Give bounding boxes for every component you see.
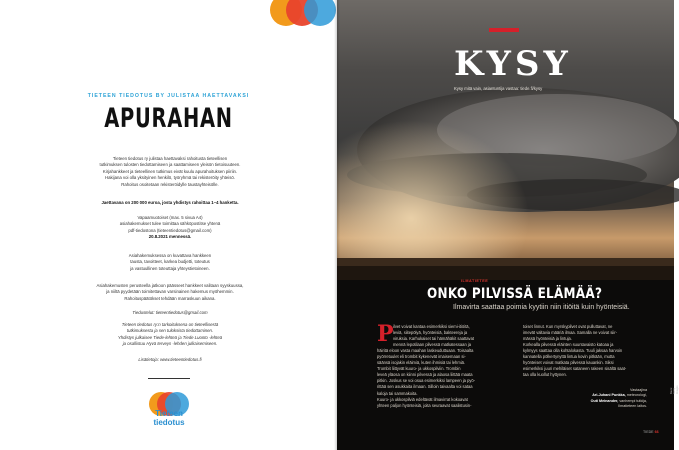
article-column-2: toiset linnut. Kun myrskypilvet ovat pulluttavat, ne imevät valtavia määriä ilmaa. Samalla ne voivat siir- mässä hyönteisiä ja lintuja. Korkealla pilvessä eläinten suuntavaisto katoaa ja kylmyys saattaa olla kohtalokasta. Tuuli jaksaa harvoin kannatella pölkertynyttä lintua kovin pitkään, mutta hyönteiset voivat matkata pilvessä kauankin. Siksi esimerkiksi juuri mehiläiset sataneen rakeen sisältä saat- taa olla kuollut hyttynen.: [523, 324, 627, 378]
article-column-1: ilvet voivat kantaa esimerkiksi siemi-itiöitä, leviä, siitepölyä, hyönteisiä, bakteereja ja viruksia. Karhukaiset tai hämähäkit saattavat mennä lepotilaan pilvessä matkatessaan ja häiritä eloon vasta maahan laskeuduttuaan. Toisaalta pyörretuulet eli trombit kykenevät imaisemaan si- säänsä isojakin eläimiä, kuten ihmisiä tai lehmiä. Trombit liittyvät kuuro- ja ukkospilviin. Trombin leveä yläosa on kiinni pilvessä ja alaosa liittää maata pitkin. Joskus se voi osua esimerkiksi lampeen ja pyö- rittää sen asukkaita ilmaan. Silloin taivaalta voi sataa kaloja tai sammakoita. Kuuro- ja ukkospilviä edeltävät ilmavirrat kokoavat yhteen paljon hyönteisiä, joita seuraavat saalistusin-: [377, 324, 476, 408]
article-headline: ONKO PILVISSÄ ELÄMÄÄ?: [427, 286, 603, 302]
answerers-signature: Vastaajina Ari-Juhani Punkka, meteorologi, Outi Meinander, vanhempi tutkija, Ilmatieteen laitos.: [590, 388, 647, 408]
page-folio: TIEDE 66: [643, 430, 659, 434]
logo-wordmark: Tieteen tiedotus: [153, 409, 185, 427]
kicker: TIETEEN TIEDOTUS BY JULISTAA HAETTAVAKSI: [87, 93, 250, 99]
storm-cloud-photo: [337, 0, 674, 280]
right-page: [337, 0, 679, 450]
article-standfirst: Ilmavirta saattaa poimia kyytiin niin itiöitä kuin hyönteisiä.: [453, 304, 630, 311]
section-title: KYSY: [454, 44, 572, 84]
section-accent-bar: [489, 28, 519, 32]
more-info-text: Lisätietoja: www.tieteentiedotus.fi: [138, 357, 202, 362]
requirements-paragraph: Asiahakemuksessa on kuvattava hankkeen tausta, tavoitteet, karkea budjetti, toteutus ja vastuullinen toteuttaja yhteystietoineen.: [128, 253, 212, 271]
inquiries-text: Tiedustelut: tieteentiedotus@gmail.com: [132, 310, 208, 315]
page-title: APURAHAN: [104, 103, 233, 134]
about-paragraph: Tieteen tiedotus ry:n tarkoituksena on tieteellisestä tutkimuksesta ja sen tuloksista tiedottaminen. Yhdistys julkaisee Tiede-lehteä ja Tiede Luonto -lehteä ja osallistuu Hyvä terveys -lehden julkaisemiseen.: [117, 322, 223, 347]
application-instructions: Vapaamuotoiset (max. 5 sivua A4) asiahakemukset tulee toimittaa sähköpostitse yhtenä pdf-tiedostona (tieteentiedotus@gmail.com) 20.8.2021 mennessä.: [119, 215, 221, 240]
divider: [148, 378, 190, 379]
intro-paragraph: Tieteen tiedotus ry julistaa haettavaksi rahoitusta tieteellisen tutkimuksen tulosten tiedottamiseen ja saattamiseen yleisön tietoisuuteen. Kirjahankkeet ja tieteellinen tutkimus eivät kuulu apurahoituksen piiriin. Hakijana voi olla yksityinen henkilö, työryhmä tai rekisteröity yhteisö. Rahoitus osoitetaan rekisteröidylle taustayhteisölle.: [99, 156, 241, 187]
decision-paragraph: Asiahakemusten perusteella jatkoon päässeet hankkeet valitaan syyskuussa, ja niiltä pyydetään toimitettavan varsinainen hakemus myöhemmin. Rahoituspäätökset tehdään marraskuun aikana.: [96, 283, 244, 301]
drop-cap: P: [377, 321, 394, 347]
section-subtitle: Kysy mitä vain, asiantuntija vastaa: tiede.fi/kysy: [454, 86, 543, 91]
brand-circles-icon: [270, 0, 340, 32]
photo-credit: Kuva: Getty Images: [670, 385, 679, 394]
topic-label: ILMATIETEE: [461, 279, 489, 283]
amount-text: Jaettavana on 200 000 euroa, josta yhdistys rahoittaa 1–4 hanketta.: [101, 200, 239, 205]
left-page: [0, 0, 337, 450]
deadline-text: 20.8.2021 mennessä.: [148, 234, 192, 240]
